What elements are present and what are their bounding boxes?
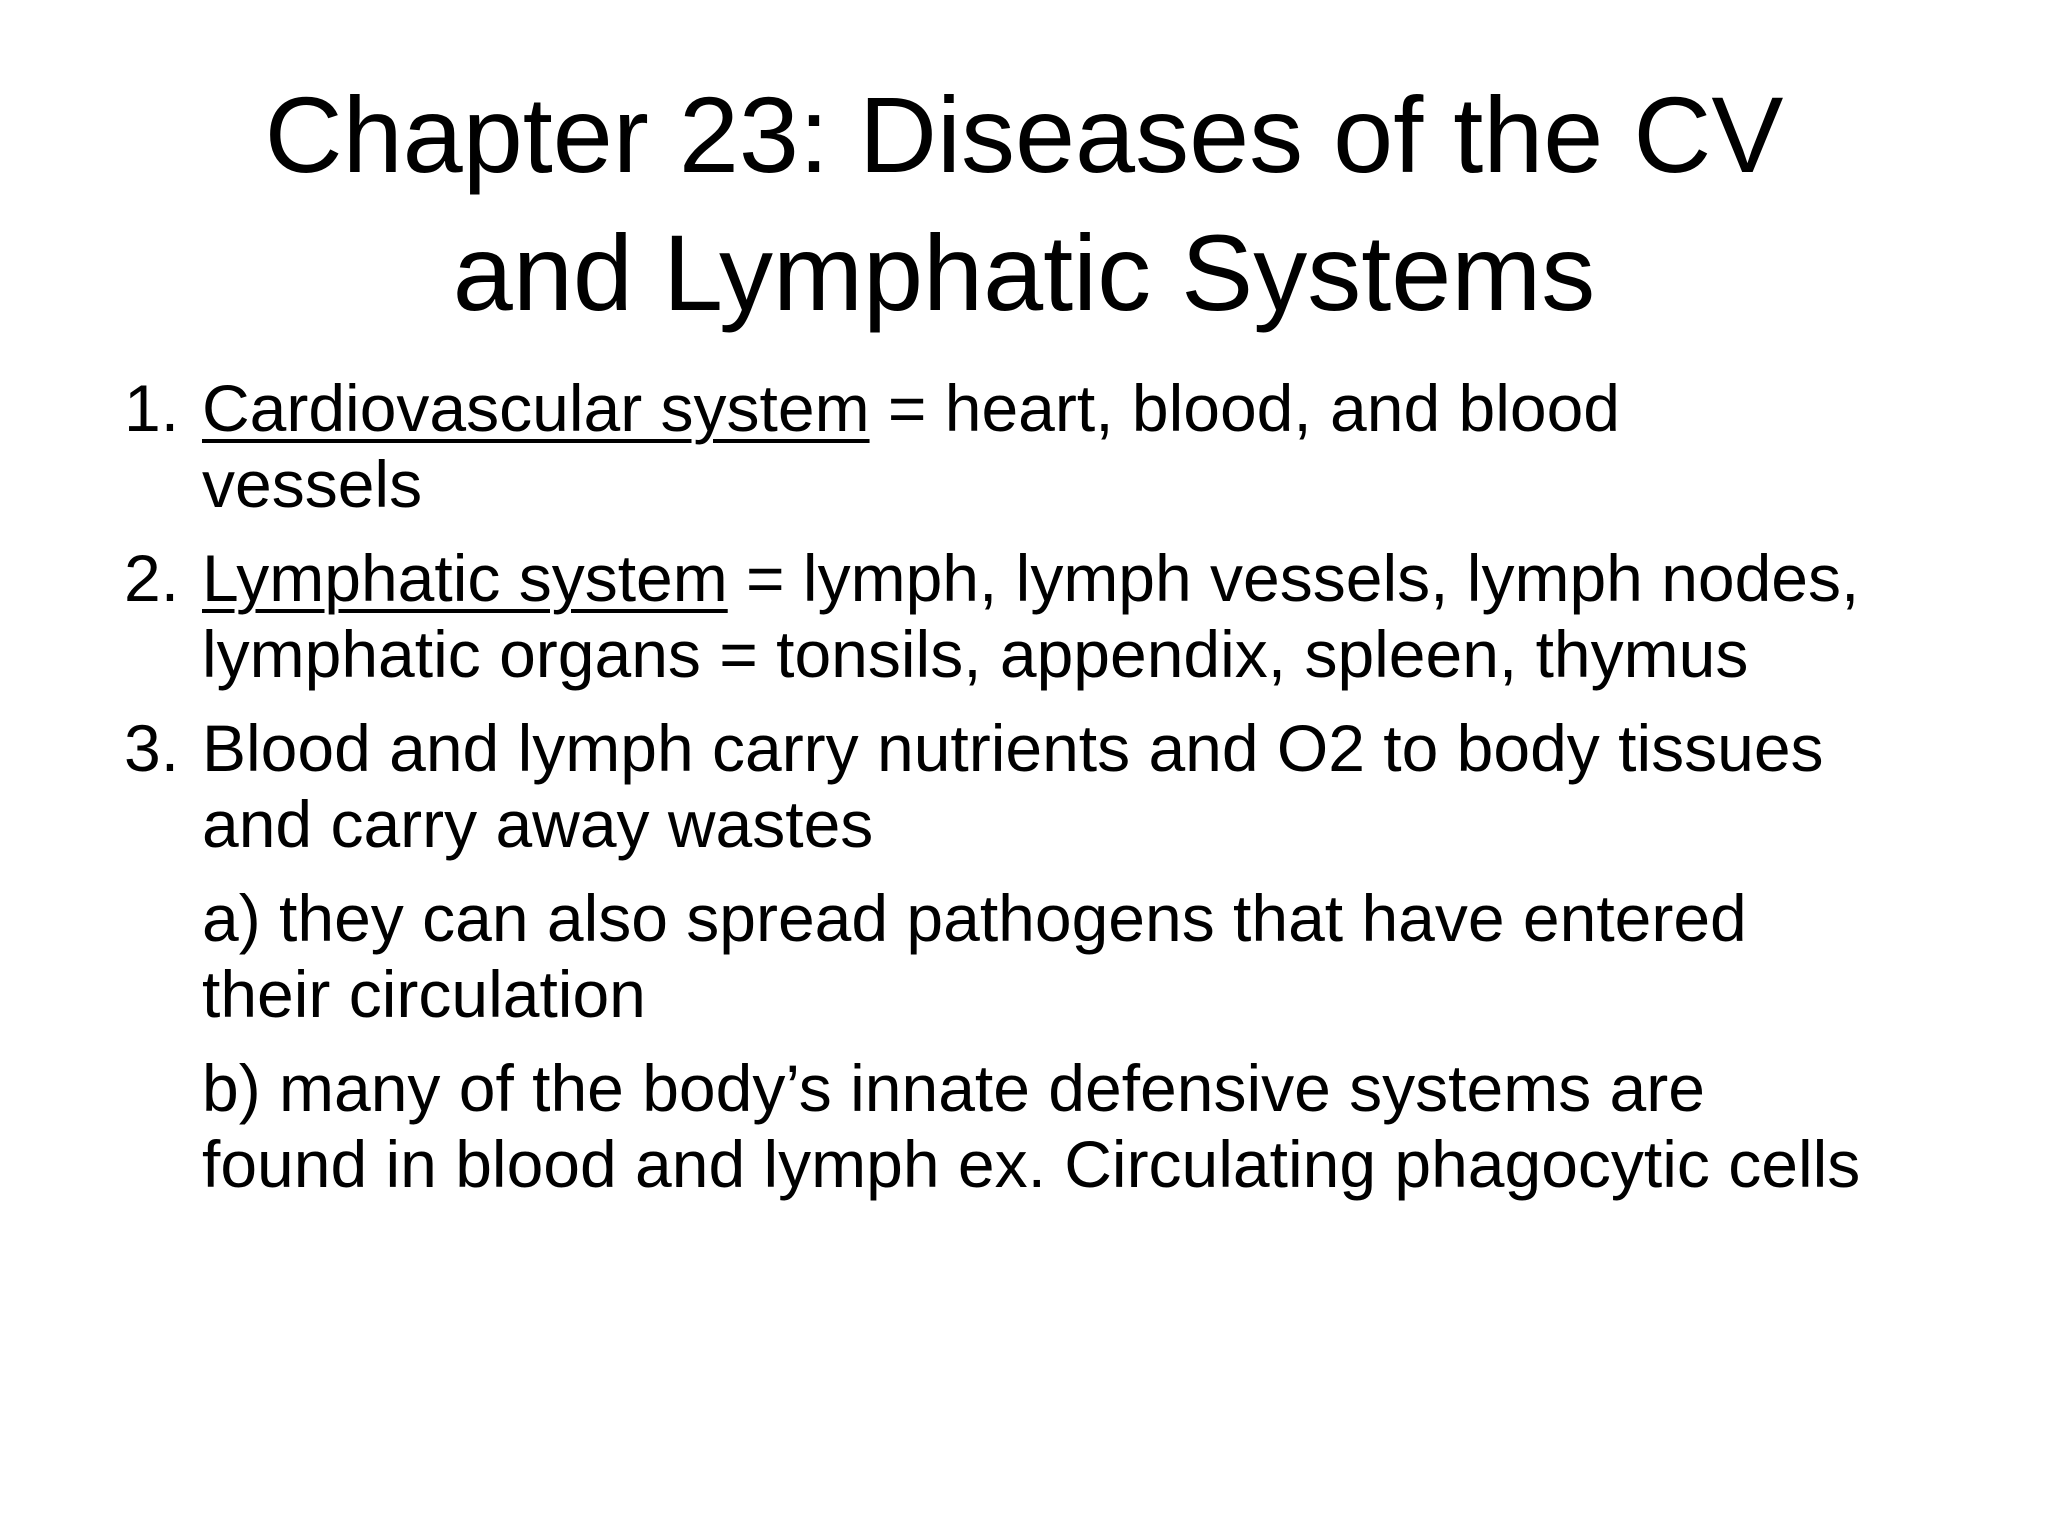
sub-item-line-continuation: found in blood and lymph ex. Circulating phagocytic cells [202,1127,1861,1201]
item-line [202,370,2024,446]
item-line: Blood and lymph carry nutrients and O2 to body tissues [202,711,1824,785]
list-item-1 [124,370,2024,522]
item-line-continuation: lymphatic organs = tonsils, appendix, spleen, thymus [202,617,1749,691]
item-line-continuation: vessels [202,447,423,521]
slide-body [124,370,2024,1220]
item-line [202,540,2024,616]
list-item-2 [124,540,2024,692]
item-number: 2. [124,541,180,615]
term-cardiovascular-system: Cardiovascular system [202,371,870,445]
list-item-3 [124,710,2024,862]
title-line-1: Chapter 23: Diseases of the CV [264,74,1784,195]
item-number: 1. [124,371,180,445]
sub-item-line-continuation: their circulation [202,957,646,1031]
sub-item-line: a) they can also spread pathogens that have entered [202,881,1747,955]
item-definition: = lymph, lymph vessels, lymph nodes, [727,541,1860,615]
item-line-continuation: and carry away wastes [202,787,874,861]
sub-item-b [124,1050,2024,1202]
item-number: 3. [124,711,180,785]
term-lymphatic-system: Lymphatic system [202,541,728,615]
item-definition: = heart, blood, and blood [869,371,1620,445]
slide-title [0,66,2048,342]
sub-item-line: b) many of the body’s innate defensive systems are [202,1051,1705,1125]
sub-item-a [124,880,2024,1032]
title-line-2: and Lymphatic Systems [452,212,1596,333]
